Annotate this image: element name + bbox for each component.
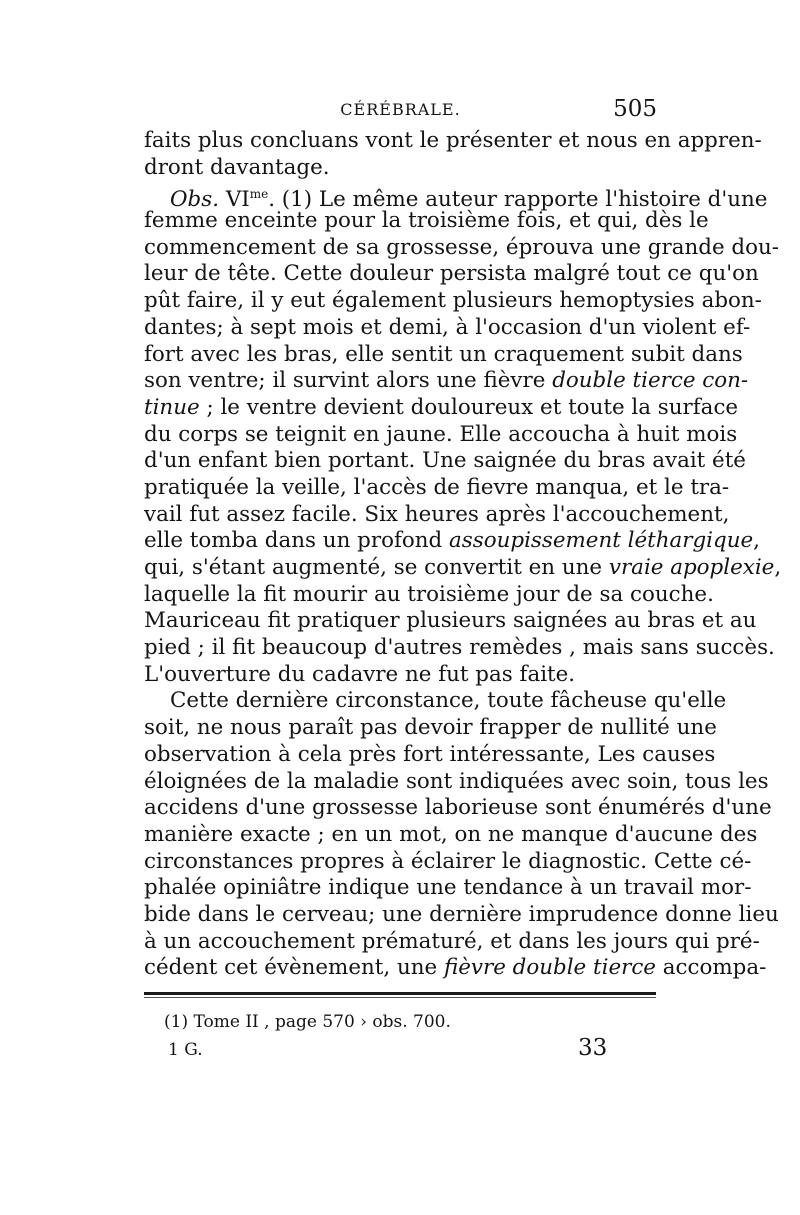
footnote-rule-thin <box>144 997 656 998</box>
text-line: circonstances propres à éclairer le diagnostic. Cette cé- <box>144 848 752 874</box>
footnote: (1) Tome II , page 570 › obs. 700. <box>164 1012 451 1032</box>
text-line: bide dans le cerveau; une dernière imprudence donne lieu <box>144 901 779 927</box>
text-line: L'ouverture du cadavre ne fut pas faite. <box>144 661 576 687</box>
text-line: Obs. $VI^{me}$. (1) Le même auteur rapporte l'histoire d'une <box>170 187 768 213</box>
text-line: à un accouchement prématuré, et dans les jours qui pré- <box>144 928 760 954</box>
text-line: observation à cela près fort intéressante, Les causes <box>144 741 716 767</box>
text-line: dantes; à sept mois et demi, à l'occasion d'un violent ef- <box>144 314 751 340</box>
text-line: dront davantage. <box>144 154 330 180</box>
folio-number: 33 <box>578 1035 608 1061</box>
text-line: soit, ne nous paraît pas devoir frapper de nullité une <box>144 715 717 741</box>
text-line: commencement de sa grossesse, éprouva une grande dou- <box>144 234 779 260</box>
text-line: laquelle la fit mourir au troisième jour de sa couche. <box>144 581 714 607</box>
text-line: femme enceinte pour la troisième fois, et qui, dès le <box>144 208 709 234</box>
signature-mark: 1 G. <box>168 1040 203 1060</box>
text-line: manière exacte ; en un mot, on ne manque d'aucune des <box>144 821 758 847</box>
text-line: phalée opiniâtre indique une tendance à un travail mor- <box>144 875 752 901</box>
text-line: cédent cet évènement, une fièvre double tierce accompa- <box>144 955 767 981</box>
text-line: du corps se teignit en jaune. Elle accoucha à huit mois <box>144 421 738 447</box>
text-line: éloignées de la maladie sont indiquées avec soin, tous les <box>144 768 769 794</box>
text-line: tinue ; le ventre devient douloureux et toute la surface <box>144 394 739 420</box>
running-title: CÉRÉBRALE. <box>340 100 461 119</box>
text-line: pratiquée la veille, l'accès de fievre manqua, et le tra- <box>144 474 730 500</box>
text-line: Cette dernière circonstance, toute fâcheuse qu'elle <box>170 688 727 714</box>
text-line: Mauriceau fit pratiquer plusieurs saignées au bras et au <box>144 608 757 634</box>
running-head <box>144 98 657 126</box>
text-line: elle tomba dans un profond assoupissement léthargique, <box>144 528 760 554</box>
text-line: qui, s'étant augmenté, se convertit en une vraie apoplexie, <box>144 555 782 580</box>
text-line: faits plus concluans vont le présenter et nous en appren- <box>144 128 762 153</box>
text-line: pût faire, il y eut également plusieurs hemoptysies abon- <box>144 288 762 314</box>
footnote-rule <box>144 992 656 995</box>
text-line: d'un enfant bien portant. Une saignée du bras avait été <box>144 448 746 474</box>
text-line: leur de tête. Cette douleur persista malgré tout ce qu'on <box>144 261 759 287</box>
text-line: accidens d'une grossesse laborieuse sont énumérés d'une <box>144 795 772 821</box>
text-line: vail fut assez facile. Six heures après l'accouchement, <box>144 501 730 527</box>
body-text <box>144 128 782 982</box>
text-line: fort avec les bras, elle sentit un craquement subit dans <box>144 341 743 367</box>
text-line: pied ; il fit beaucoup d'autres remèdes , mais sans succès. <box>144 635 775 661</box>
page-number: 505 <box>613 96 657 122</box>
text-line: son ventre; il survint alors une fièvre double tierce con- <box>144 368 749 394</box>
